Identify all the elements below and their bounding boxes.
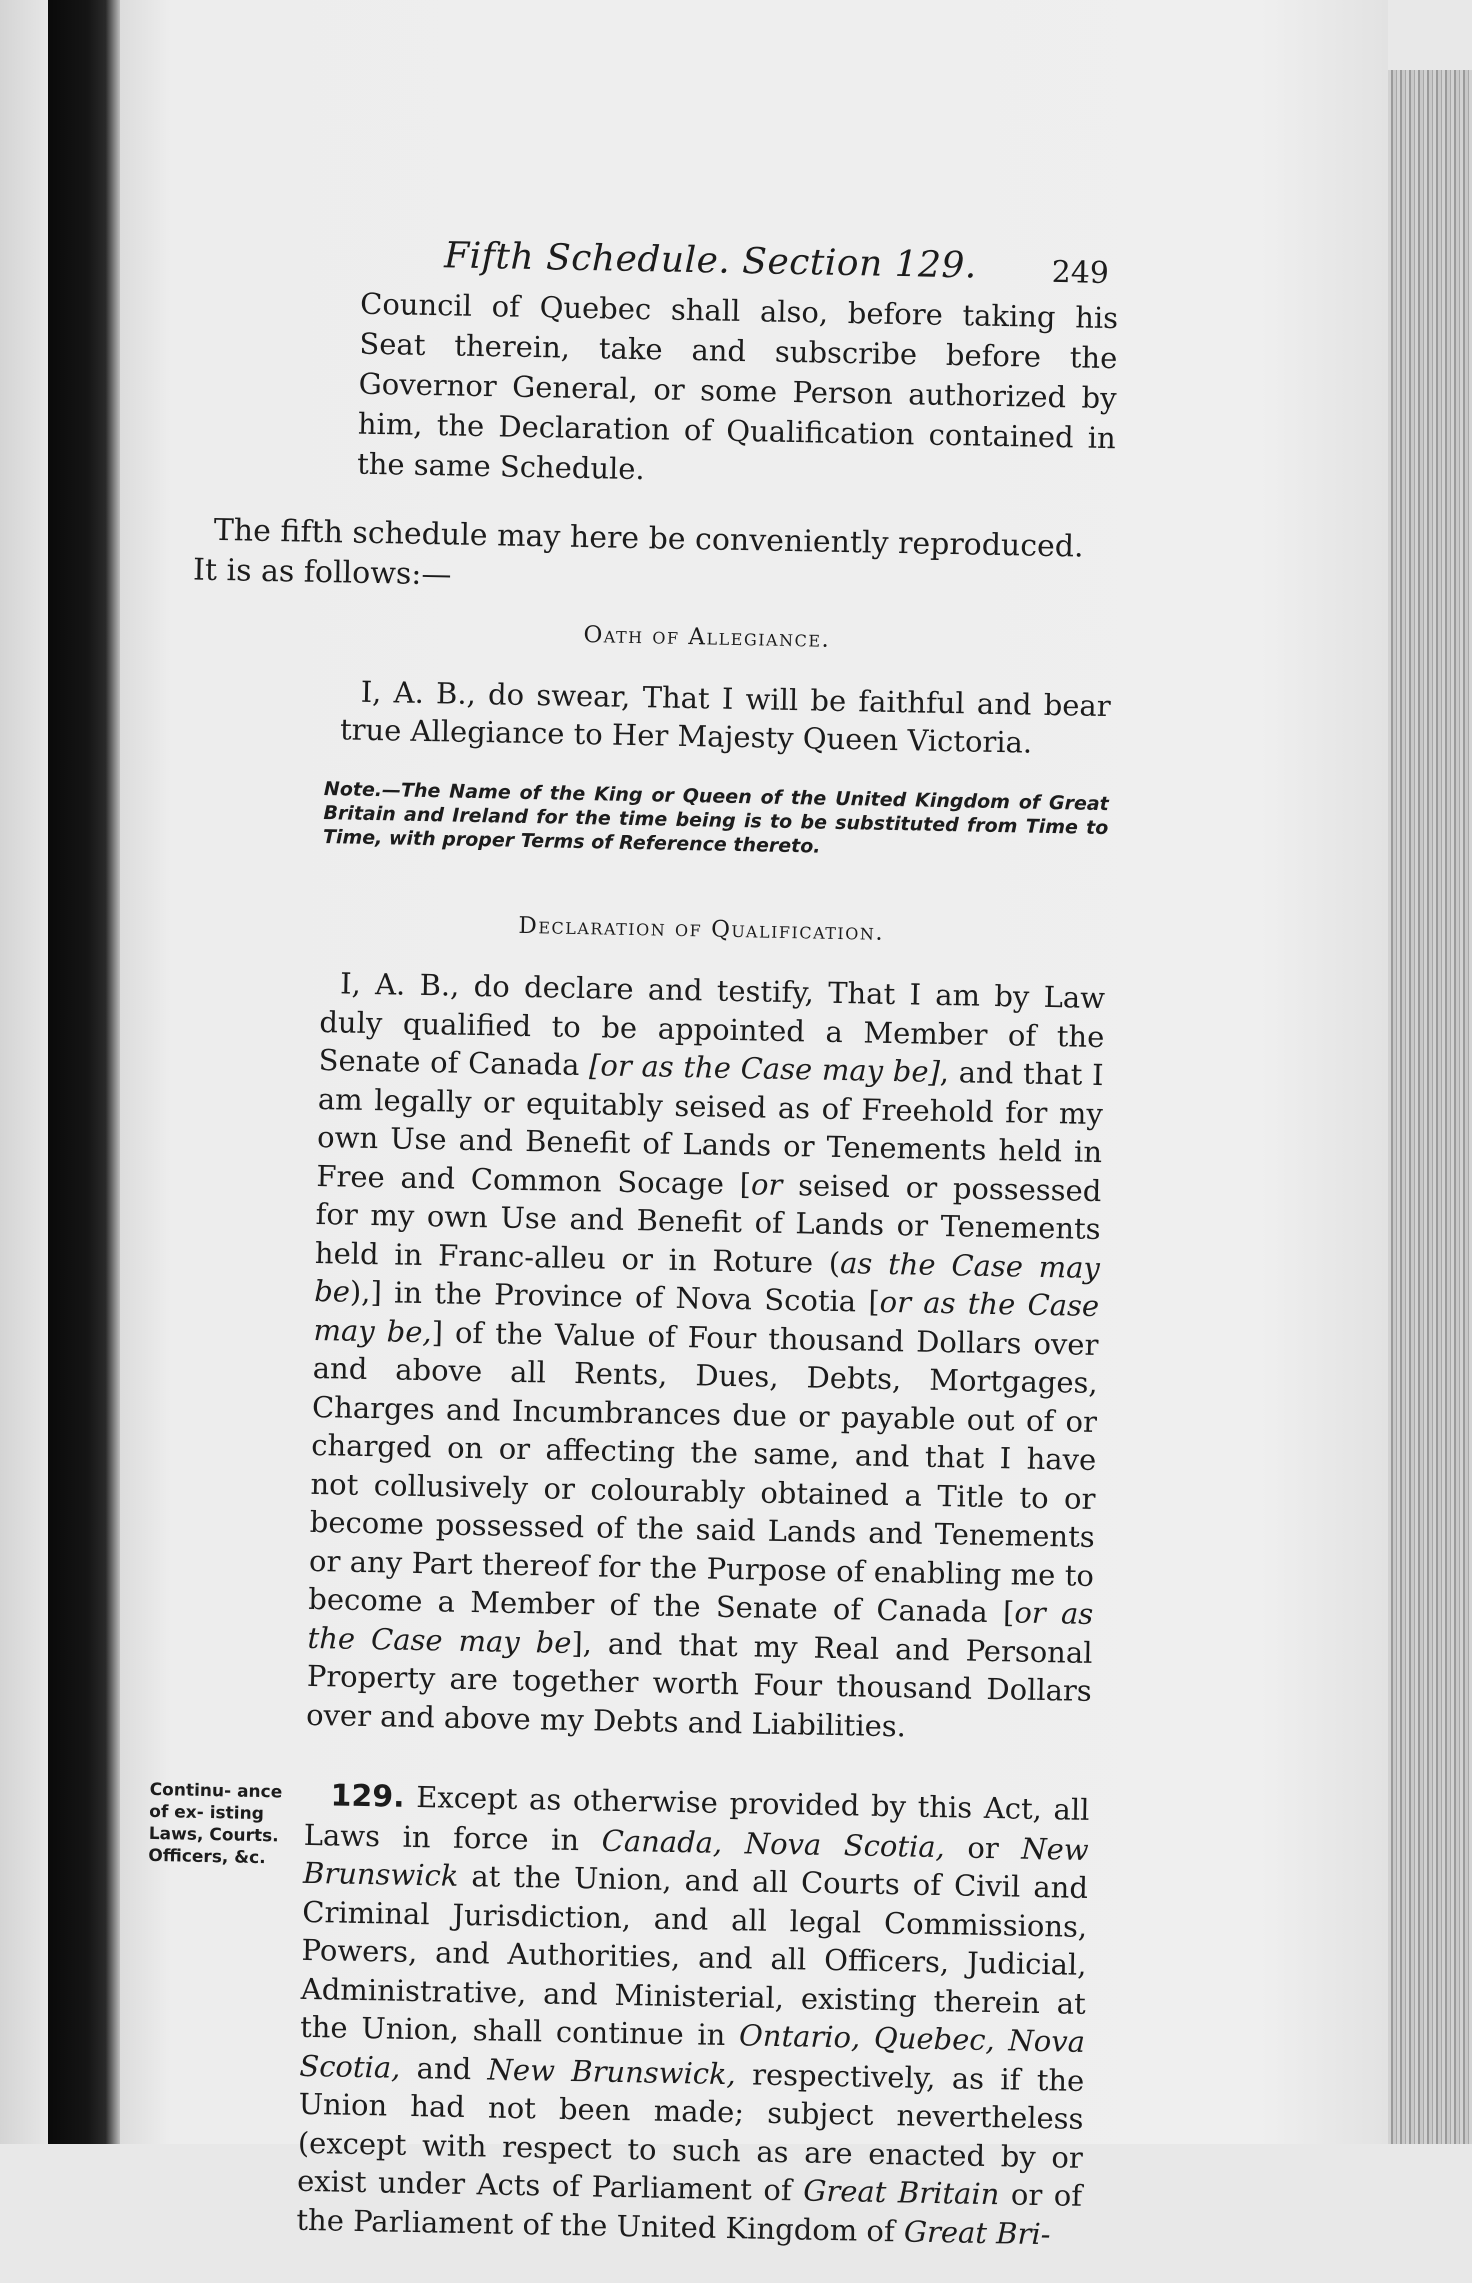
declaration-part: seised or possessed for my own Use and Benefit of Lands or Tenements held in Franc-alleu or in Roture ( [314, 1167, 1102, 1280]
section-part: or of the Parliament of the United Kingdom of [296, 2177, 1083, 2248]
declaration-part: ),] in the Province of Nova Scotia [ [349, 1274, 881, 1319]
declaration-part: ] of the Value of Four thousand Dollars over and above all Rents, Dues, Debts, Mortgages, Charges and Incumbrances due or payable out of or charged on or affecting the same, and that I have not collusively or colourably obtained a Title to or become possessed of the said Lands and Tenements or any Part thereof for the Purpose of enabling me to become a Member of the Senate of Canada [ [308, 1314, 1099, 1630]
section-part: respectively, as if the Union had not been made; subject nevertheless (except with respect to such as are enacted by or exist under Acts of Parliament of [296, 2056, 1085, 2208]
marginal-note: Continu- ance of ex- isting Laws, Courts. Officers, &c. [148, 1779, 283, 1869]
declaration-text [141, 961, 1106, 1749]
section-part: Except as otherwise provided by this Act, all Laws in force in [303, 1779, 1090, 1858]
declaration-part: as the Case may be [313, 1245, 1101, 1309]
page-stack-edges [1388, 70, 1472, 2144]
oath-text [160, 669, 1111, 763]
intro-line-1: The fifth schedule may here be conveniently reproduced. [213, 512, 1084, 565]
declaration-part: or [750, 1166, 783, 1202]
oath-body: I, A. B., do swear, That I will be faithful and bear true Allegiance to Her Majesty Queen Victoria. [339, 674, 1111, 760]
section-part: New Brunswick, [487, 2051, 737, 2091]
oath-heading: Oath of Allegiance. [583, 622, 831, 653]
section-129 [131, 1773, 1090, 2254]
declaration-part: ], and that my Real and Personal Property are together worth Four thousand Dollars over and above my Debts and Liabilities. [305, 1625, 1093, 1743]
book-gutter-shadow [48, 0, 120, 2144]
running-title: Fifth Schedule. Section 129. [443, 235, 978, 287]
section-part: at the Union, and all Courts of Civil and Criminal Jurisdiction, and all legal Commissions, Powers, and Authorities, and all Officers, Judicial, Administrative, and Ministerial, existing therein at the Union, shall continue in [299, 1858, 1089, 2053]
page-content [131, 210, 1120, 2283]
declaration-part: or as the Case may be, [313, 1284, 1100, 1349]
declaration-part: I, A. B., do declare and testify, That I am by Law duly qualified to be appointed a Member of the Senate of Canada [318, 966, 1106, 1083]
page-number: 249 [1051, 254, 1110, 292]
facing-page-edge [0, 0, 48, 2144]
section-part: Canada, Nova Scotia, [601, 1823, 946, 1864]
section-part: New Brunswick [302, 1831, 1090, 1893]
section-number: 129. [330, 1778, 405, 1815]
section-part: and [400, 2050, 488, 2086]
intro-line-2: It is as follows:— [192, 552, 452, 593]
section-part: Great Britain [802, 2173, 1000, 2212]
declaration-heading: Declaration of Qualification. [518, 912, 885, 946]
opening-paragraph: Council of Quebec shall also, before taking his Seat therein, take and subscribe before the Governor General, or some Person authorized by him, the Declaration of Qualification contained in the same Schedule. [356, 286, 1119, 487]
section-part: or [944, 1829, 1022, 1866]
declaration-part: , and that I am legally or equitably seised as of Freehold for my own Use and Benefit of Lands or Tenements held in Free and Common Socage [ [316, 1054, 1104, 1201]
declaration-part: or as the Case may be [307, 1595, 1094, 1660]
section-part: Ontario, Quebec, Nova Scotia, [299, 2018, 1086, 2085]
oath-note: Note.—The Name of the King or Queen of the United Kingdom of Great Britain and Ireland for the time being is to be substituted from Time to Time, with proper Terms of Reference thereto. [322, 778, 1109, 858]
section-part: Great Bri- [903, 2213, 1051, 2251]
declaration-part: [or as the Case may be] [588, 1048, 941, 1089]
